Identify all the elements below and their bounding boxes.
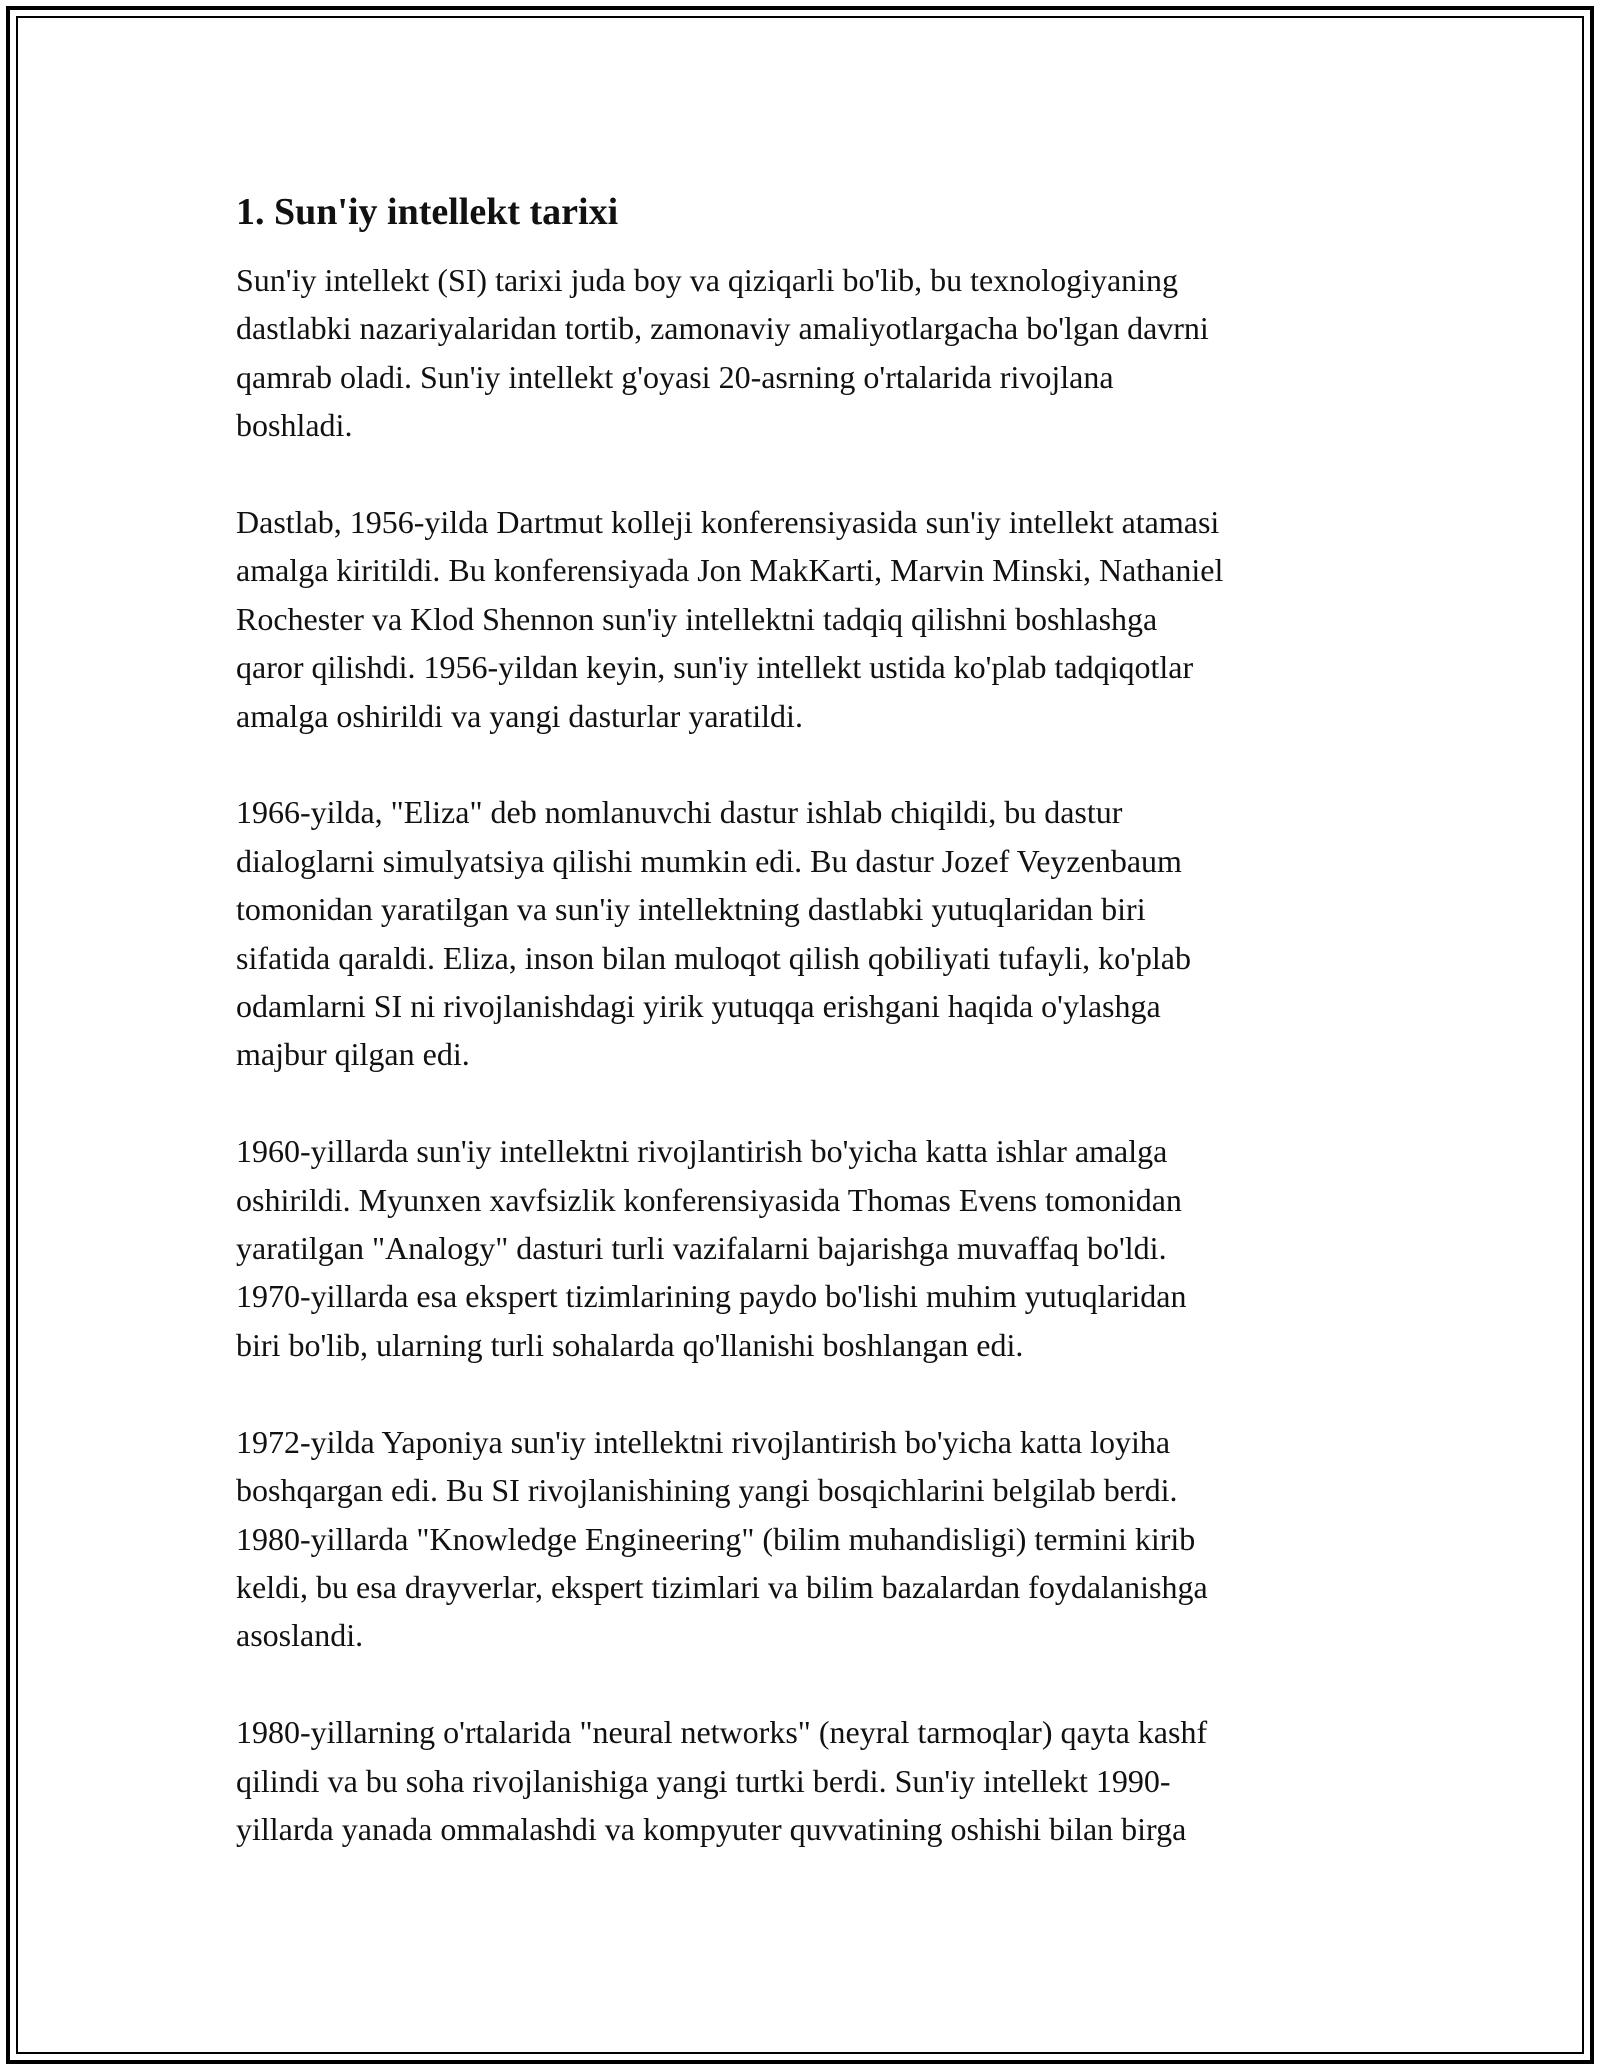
- paragraph: [236, 1418, 1386, 1660]
- paragraph-line: 1970-yillarda esa ekspert tizimlarining paydo bo'lishi muhim yutuqlaridan: [236, 1278, 1187, 1315]
- paragraph-line: Sun'iy intellekt (SI) tarixi juda boy va qiziqarli bo'lib, bu texnologiyaning: [236, 262, 1179, 298]
- paragraph-line: qamrab oladi. Sun'iy intellekt g'oyasi 20-asrning o'rtalarida rivojlana: [236, 358, 1114, 395]
- paragraph-line: qaror qilishdi. 1956-yildan keyin, sun'iy intellekt ustida ko'plab tadqiqotlar: [236, 649, 1194, 686]
- paragraph: [236, 256, 1386, 450]
- paragraph: [236, 788, 1386, 1078]
- paragraph-line: 1960-yillarda sun'iy intellektni rivojlantirish bo'yicha katta ishlar amalga: [236, 1133, 1168, 1170]
- section-heading: 1. Sun'iy intellekt tarixi: [236, 191, 619, 233]
- paragraph-line: dastlabki nazariyalaridan tortib, zamonaviy amaliyotlargacha bo'lgan davrni: [236, 310, 1209, 347]
- paragraph-line: keldi, bu esa drayverlar, ekspert tizimlari va bilim bazalardan foydalanishga: [236, 1568, 1208, 1605]
- paragraph-line: odamlarni SI ni rivojlanishdagi yirik yutuqqa erishgani haqida o'ylashga: [236, 988, 1161, 1025]
- paragraph: [236, 498, 1386, 740]
- paragraph-line: 1980-yillarning o'rtalarida "neural networks" (neyral tarmoqlar) qayta kashf: [236, 1714, 1208, 1751]
- paragraph-line: Dastlab, 1956-yilda Dartmut kolleji konferensiyasida sun'iy intellekt atamasi: [236, 504, 1220, 541]
- paragraph-line: qilindi va bu soha rivojlanishiga yangi turtki berdi. Sun'iy intellekt 1990-: [236, 1762, 1171, 1799]
- document-body: [236, 186, 1386, 1902]
- paragraph-line: sifatida qaraldi. Eliza, inson bilan muloqot qilish qobiliyati tufayli, ko'plab: [236, 939, 1191, 976]
- paragraph-line: asoslandi.: [236, 1617, 364, 1654]
- paragraph-line: tomonidan yaratilgan va sun'iy intellektning dastlabki yutuqlaridan biri: [236, 891, 1146, 928]
- paragraph-line: majbur qilgan edi.: [236, 1036, 470, 1073]
- paragraph-line: dialoglarni simulyatsiya qilishi mumkin edi. Bu dastur Jozef Veyzenbaum: [236, 842, 1182, 879]
- paragraph-line: 1972-yilda Yaponiya sun'iy intellektni rivojlantirish bo'yicha katta loyiha: [236, 1423, 1171, 1460]
- paragraph-line: amalga kiritildi. Bu konferensiyada Jon MakKarti, Marvin Minski, Nathaniel: [236, 552, 1224, 589]
- paragraph-line: amalga oshirildi va yangi dasturlar yaratildi.: [236, 697, 803, 734]
- paragraph-line: biri bo'lib, ularning turli sohalarda qo'llanishi boshlangan edi.: [236, 1326, 1024, 1363]
- paragraph-line: yaratilgan "Analogy" dasturi turli vazifalarni bajarishga muvaffaq bo'ldi.: [236, 1230, 1167, 1267]
- paragraph: [236, 1127, 1386, 1369]
- paragraph-line: boshqargan edi. Bu SI rivojlanishining yangi bosqichlarini belgilab berdi.: [236, 1472, 1178, 1509]
- paragraph: [236, 1708, 1386, 1853]
- paragraph-line: oshirildi. Myunxen xavfsizlik konferensiyasida Thomas Evens tomonidan: [236, 1181, 1182, 1218]
- paragraph-line: 1980-yillarda "Knowledge Engineering" (bilim muhandisligi) termini kirib: [236, 1520, 1196, 1557]
- paragraph-line: boshladi.: [236, 407, 353, 444]
- paragraph-line: yillarda yanada ommalashdi va kompyuter quvvatining oshishi bilan birga: [236, 1810, 1187, 1847]
- paragraph-line: 1966-yilda, "Eliza" deb nomlanuvchi dastur ishlab chiqildi, bu dastur: [236, 794, 1123, 831]
- paragraph-list: [236, 256, 1386, 1853]
- paragraph-line: Rochester va Klod Shennon sun'iy intellektni tadqiq qilishni boshlashga: [236, 600, 1158, 637]
